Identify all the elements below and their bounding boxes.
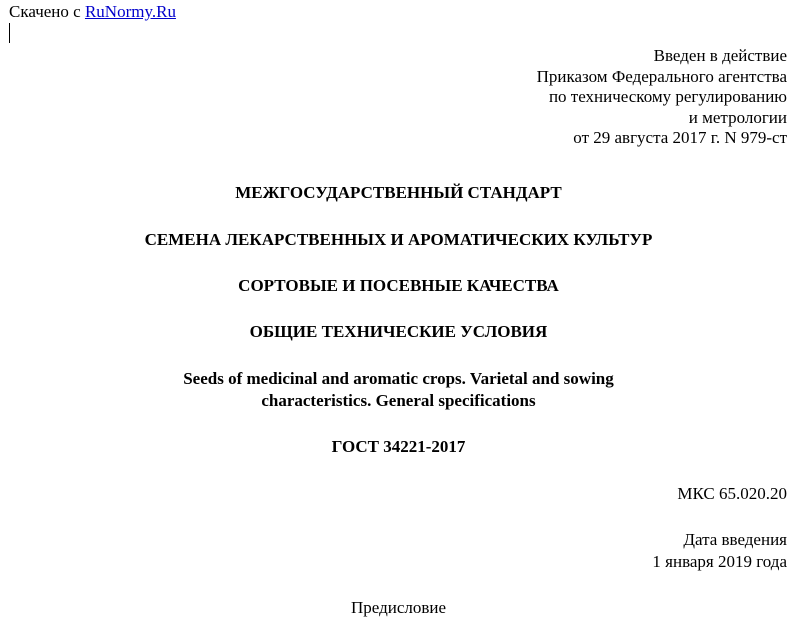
enactment-line: от 29 августа 2017 г. N 979-ст	[573, 128, 787, 148]
enactment-line: по техническому регулированию	[548, 87, 787, 107]
source-line	[9, 2, 176, 22]
text-cursor	[9, 23, 10, 43]
source-prefix: Скачено с	[9, 2, 85, 21]
title-line-1: СЕМЕНА ЛЕКАРСТВЕННЫХ И АРОМАТИЧЕСКИХ КУЛЬТУР	[144, 230, 653, 249]
gost-number: ГОСТ 34221-2017	[331, 437, 466, 456]
standard-type-heading: МЕЖГОСУДАРСТВЕННЫЙ СТАНДАРТ	[235, 183, 562, 202]
english-title-line: characteristics. General specifications	[261, 391, 536, 410]
introduction-date-value: 1 января 2019 года	[652, 552, 787, 571]
mks-code: МКС 65.020.20	[677, 484, 787, 503]
english-title-line: Seeds of medicinal and aromatic crops. Varietal and sowing	[183, 369, 614, 388]
enactment-block	[537, 46, 787, 149]
enactment-line: Введен в действие	[653, 46, 787, 65]
title-line-2: СОРТОВЫЕ И ПОСЕВНЫЕ КАЧЕСТВА	[238, 276, 559, 295]
enactment-line: и метрологии	[688, 107, 787, 127]
english-title	[0, 368, 790, 412]
foreword-heading: Предисловие	[350, 598, 447, 617]
enactment-line: Приказом Федерального агентства	[536, 66, 787, 86]
title-line-3: ОБЩИЕ ТЕХНИЧЕСКИЕ УСЛОВИЯ	[249, 322, 548, 341]
introduction-date-label: Дата введения	[683, 530, 787, 549]
runormy-link[interactable]: RuNormy.Ru	[84, 2, 176, 21]
